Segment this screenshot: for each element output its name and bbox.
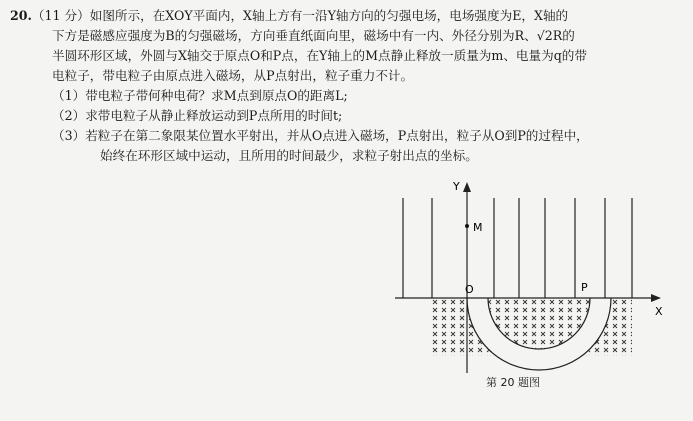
question-intro-line-1 — [10, 6, 680, 26]
sub-question-2: （2）求带电粒子从静止释放运动到P点所用的时间t; — [52, 108, 343, 123]
y-axis-label: Y — [453, 180, 460, 193]
physics-diagram — [395, 178, 680, 378]
point-m-label: M — [473, 221, 483, 234]
x-axis-label: X — [655, 305, 663, 318]
point-p-label: P — [581, 281, 588, 294]
sub-question-3-line-2: 始终在环形区域中运动，且所用的时间最少，求粒子射出点的坐标。 — [100, 148, 478, 163]
sub-question-1: （1）带电粒子带何种电荷？求M点到原点O的距离L; — [52, 88, 348, 103]
x-axis-arrow — [651, 294, 661, 302]
figure-caption: 第 20 题图 — [486, 376, 540, 389]
intro-text-1: （11 分）如图所示，在XOY平面内，X轴上方有一沿Y轴方向的匀强电场，电场强度为E，X轴的 — [31, 8, 569, 23]
question-number: 20. — [10, 8, 32, 23]
question-20 — [10, 6, 680, 166]
question-intro-line-2: 下方是磁感应强度为B的匀强磁场，方向垂直纸面向里，磁场中有一内、外径分别为R、√2R的 — [52, 28, 575, 43]
question-intro-line-4: 电粒子，带电粒子由原点进入磁场，从P点射出，粒子重力不计。 — [52, 68, 414, 83]
electric-field-lines — [403, 198, 632, 298]
sub-question-3-line-1: （3）若粒子在第二象限某位置水平射出，并从O点进入磁场，P点射出，粒子从O到P的过程中， — [52, 128, 589, 143]
point-m — [465, 224, 469, 228]
y-axis-arrow — [463, 182, 471, 192]
question-intro-line-3: 半圆环形区域，外圆与X轴交于原点O和P点，在Y轴上的M点静止释放一质量为m、电量为q的带 — [52, 48, 587, 63]
origin-label: O — [465, 283, 474, 296]
